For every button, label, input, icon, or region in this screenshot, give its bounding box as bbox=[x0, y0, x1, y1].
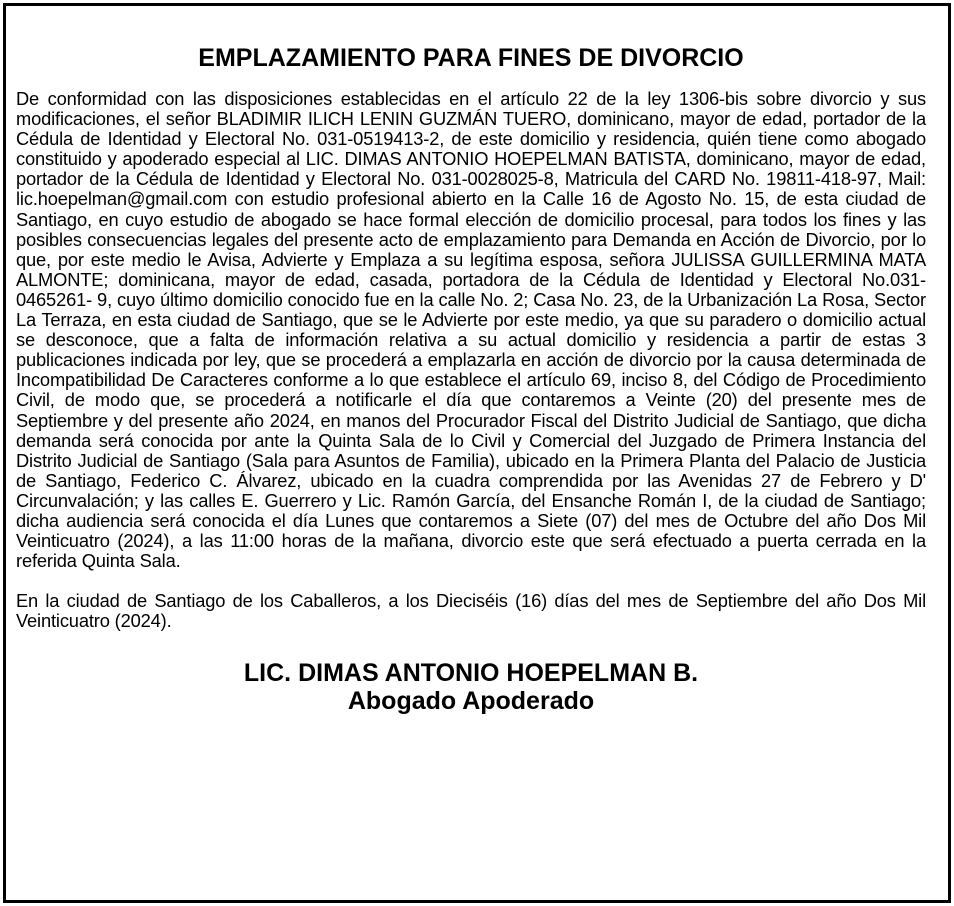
signature-role: Abogado Apoderado bbox=[347, 687, 595, 716]
signature-block bbox=[16, 659, 926, 715]
legal-notice bbox=[16, 44, 926, 715]
notice-closing: En la ciudad de Santiago de los Caballeros, a los Dieciséis (16) días del mes de Septiembre del año Dos Mil Veinticuatro (2024). bbox=[16, 590, 926, 632]
notice-title: EMPLAZAMIENTO PARA FINES DE DIVORCIO bbox=[198, 44, 744, 72]
notice-body: De conformidad con las disposiciones establecidas en el artículo 22 de la ley 1306-bis sobre divorcio y sus modificaciones, el señor BLADIMIR ILICH LENIN GUZMÁN TUERO, dominicano, mayor de edad, portador de la Cédula de Identidad y Electoral No. 031-0519413-2, de este domicilio y residencia, quién tiene como abogado constituido y apoderado especial al LIC. DIMAS ANTONIO HOEPELMAN BATISTA, dominicano, mayor de edad, portador de la Cédula de Identidad y Electoral No. 031-0028025-8, Matricula del CARD No. 19811-418-97, Mail: lic.hoepelman@gmail.com con estudio profesional abierto en la Calle 16 de Agosto No. 15, de esta ciudad de Santiago, en cuyo estudio de abogado se hace formal elección de domicilio procesal, para todos los fines y las posibles consecuencias legales del presente acto de emplazamiento para Demanda en Acción de Divorcio, por lo que, por este medio le Avisa, Advierte y Emplaza a su legítima esposa, señora JULISSA GUILLERMINA MATA ALMONTE; dominicana, mayor de edad, casada, portadora de la Cédula de Identidad y Electoral No.031-0465261- 9, cuyo último domicilio conocido fue en la calle No. 2; Casa No. 23, de la Urbanización La Rosa, Sector La Terraza, en esta ciudad de Santiago, que se le Advierte por este medio, ya que su paradero o domicilio actual se desconoce, que a falta de información relativa a su actual domicilio y residencia a partir de estas 3 publicaciones indicada por ley, que se procederá a emplazarla en acción de divorcio por la causa determinada de Incompatibilidad De Caracteres conforme a lo que establece el artículo 69, inciso 8, del Código de Procedimiento Civil, de modo que, se procederá a notificarle el día que contaremos a Veinte (20) del presente mes de Septiembre y del presente año 2024, en manos del Procurador Fiscal del Distrito Judicial de Santiago, que dicha demanda será conocida por ante la Quinta Sala de lo Civil y Comercial del Juzgado de Primera Instancia del Distrito Judicial de Santiago (Sala para Asuntos de Familia), ubicado en la Primera Planta del Palacio de Justicia de Santiago, Federico C. Álvarez, ubicado en la cuadra comprendida por las Avenidas 27 de Febrero y D' Circunvalación; y las calles E. Guerrero y Lic. Ramón García, del Ensanche Román I, de la ciudad de Santiago; dicha audiencia será conocida el día Lunes que contaremos a Siete (07) del mes de Octubre del año Dos Mil Veinticuatro (2024), a las 11:00 horas de la mañana, divorcio este que será efectuado a puerta cerrada en la referida Quinta Sala. bbox=[16, 88, 926, 572]
signature-name: LIC. DIMAS ANTONIO HOEPELMAN B. bbox=[243, 659, 699, 688]
